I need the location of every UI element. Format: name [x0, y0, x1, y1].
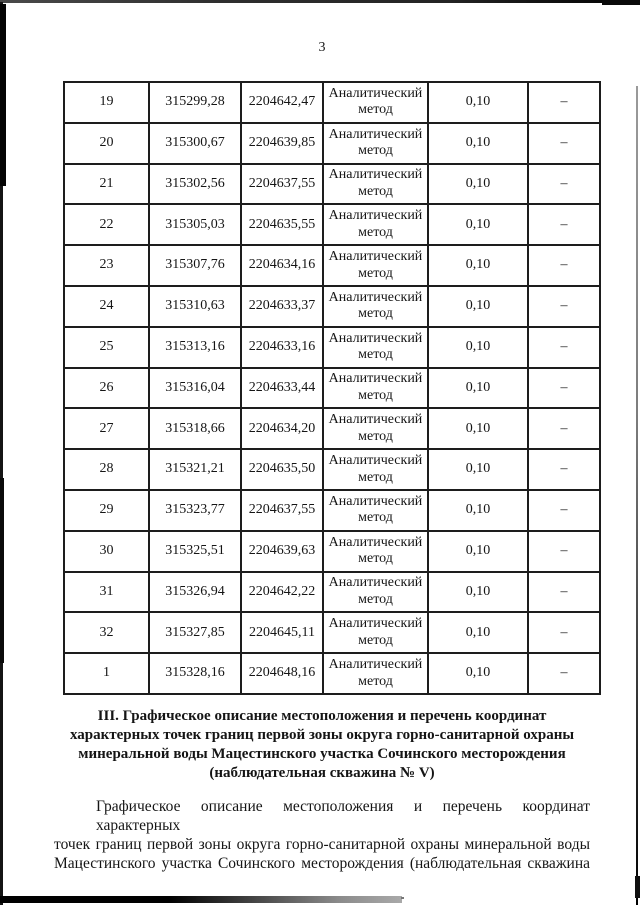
table-cell-method: Аналитический метод	[323, 82, 428, 123]
table-cell-point: 22	[64, 204, 149, 245]
table-cell-note: –	[528, 327, 600, 368]
paragraph-line: Графическое описание местоположения и перечень координат характерных	[96, 798, 590, 834]
table-cell-x: 315327,85	[149, 612, 241, 653]
table-cell-y: 2204637,55	[241, 164, 323, 205]
table-cell-x: 315299,28	[149, 82, 241, 123]
table-row	[64, 449, 600, 490]
table-cell-precision: 0,10	[428, 245, 528, 286]
scan-edge-right-bottom	[635, 876, 640, 898]
table-cell-note: –	[528, 245, 600, 286]
table-cell-note: –	[528, 408, 600, 449]
table-cell-method: Аналитический метод	[323, 531, 428, 572]
table-cell-y: 2204633,16	[241, 327, 323, 368]
heading-line: III. Графическое описание местоположения и перечень координат	[97, 708, 547, 724]
table-cell-y: 2204637,55	[241, 490, 323, 531]
table-cell-precision: 0,10	[428, 449, 528, 490]
table-row	[64, 490, 600, 531]
table-cell-method: Аналитический метод	[323, 449, 428, 490]
table-row	[64, 286, 600, 327]
table-cell-x: 315328,16	[149, 653, 241, 694]
table-cell-point: 26	[64, 368, 149, 409]
scan-edge-right	[636, 86, 638, 905]
heading-line: (наблюдательная скважина № V)	[209, 765, 435, 781]
table-cell-point: 32	[64, 612, 149, 653]
table-cell-precision: 0,10	[428, 531, 528, 572]
table-cell-method: Аналитический метод	[323, 286, 428, 327]
table-cell-note: –	[528, 164, 600, 205]
body-paragraph	[54, 797, 590, 873]
table-row	[64, 612, 600, 653]
table-cell-x: 315307,76	[149, 245, 241, 286]
table-cell-point: 25	[64, 327, 149, 368]
table-cell-y: 2204642,47	[241, 82, 323, 123]
scan-speck	[401, 897, 404, 899]
coordinates-table-body	[64, 82, 600, 694]
table-cell-method: Аналитический метод	[323, 490, 428, 531]
table-cell-x: 315305,03	[149, 204, 241, 245]
table-row	[64, 531, 600, 572]
table-cell-note: –	[528, 368, 600, 409]
table-row	[64, 368, 600, 409]
table-row	[64, 164, 600, 205]
table-cell-point: 20	[64, 123, 149, 164]
table-cell-y: 2204633,37	[241, 286, 323, 327]
table-cell-precision: 0,10	[428, 612, 528, 653]
table-cell-note: –	[528, 82, 600, 123]
table-cell-point: 29	[64, 490, 149, 531]
table-cell-precision: 0,10	[428, 572, 528, 613]
table-row	[64, 408, 600, 449]
table-row	[64, 123, 600, 164]
table-cell-precision: 0,10	[428, 653, 528, 694]
table-row	[64, 82, 600, 123]
coordinates-table	[63, 81, 601, 695]
section-heading	[54, 707, 590, 783]
table-cell-precision: 0,10	[428, 82, 528, 123]
table-cell-x: 315302,56	[149, 164, 241, 205]
scan-edge-top-right	[602, 0, 640, 5]
table-cell-point: 19	[64, 82, 149, 123]
table-cell-y: 2204648,16	[241, 653, 323, 694]
scan-edge-left-thick	[0, 4, 6, 186]
table-cell-x: 315325,51	[149, 531, 241, 572]
table-row	[64, 327, 600, 368]
table-cell-point: 28	[64, 449, 149, 490]
table-cell-precision: 0,10	[428, 368, 528, 409]
table-cell-precision: 0,10	[428, 164, 528, 205]
scan-edge-top	[0, 0, 640, 3]
table-row	[64, 572, 600, 613]
table-cell-method: Аналитический метод	[323, 408, 428, 449]
table-cell-note: –	[528, 531, 600, 572]
table-cell-point: 23	[64, 245, 149, 286]
table-cell-y: 2204639,63	[241, 531, 323, 572]
table-cell-x: 315323,77	[149, 490, 241, 531]
table-cell-note: –	[528, 572, 600, 613]
heading-line: характерных точек границ первой зоны округа горно-санитарной охраны	[69, 727, 575, 743]
table-row	[64, 204, 600, 245]
table-cell-method: Аналитический метод	[323, 123, 428, 164]
table-row	[64, 245, 600, 286]
table-cell-method: Аналитический метод	[323, 612, 428, 653]
table-cell-method: Аналитический метод	[323, 572, 428, 613]
table-cell-note: –	[528, 123, 600, 164]
table-row	[64, 653, 600, 694]
table-cell-y: 2204642,22	[241, 572, 323, 613]
table-cell-x: 315318,66	[149, 408, 241, 449]
table-cell-x: 315316,04	[149, 368, 241, 409]
table-cell-y: 2204633,44	[241, 368, 323, 409]
table-cell-precision: 0,10	[428, 490, 528, 531]
scan-edge-left-mid	[0, 478, 4, 663]
table-cell-x: 315321,21	[149, 449, 241, 490]
table-cell-point: 1	[64, 653, 149, 694]
table-cell-method: Аналитический метод	[323, 245, 428, 286]
table-cell-note: –	[528, 490, 600, 531]
table-cell-method: Аналитический метод	[323, 327, 428, 368]
scan-edge-bottom	[0, 896, 402, 903]
table-cell-note: –	[528, 286, 600, 327]
table-cell-point: 31	[64, 572, 149, 613]
table-cell-precision: 0,10	[428, 327, 528, 368]
table-cell-precision: 0,10	[428, 286, 528, 327]
table-cell-y: 2204635,50	[241, 449, 323, 490]
table-cell-x: 315313,16	[149, 327, 241, 368]
table-cell-method: Аналитический метод	[323, 164, 428, 205]
table-cell-y: 2204645,11	[241, 612, 323, 653]
table-cell-point: 27	[64, 408, 149, 449]
table-cell-note: –	[528, 449, 600, 490]
table-cell-note: –	[528, 653, 600, 694]
table-cell-point: 30	[64, 531, 149, 572]
paragraph-line: Мацестинского участка Сочинского месторождения (наблюдательная скважина	[54, 855, 590, 872]
table-cell-y: 2204634,16	[241, 245, 323, 286]
page-number: 3	[318, 40, 326, 55]
heading-line: минеральной воды Мацестинского участка Сочинского месторождения	[78, 746, 566, 762]
table-cell-note: –	[528, 612, 600, 653]
table-cell-method: Аналитический метод	[323, 368, 428, 409]
table-cell-method: Аналитический метод	[323, 653, 428, 694]
table-cell-y: 2204634,20	[241, 408, 323, 449]
table-cell-y: 2204639,85	[241, 123, 323, 164]
table-cell-point: 21	[64, 164, 149, 205]
table-cell-precision: 0,10	[428, 204, 528, 245]
table-cell-precision: 0,10	[428, 408, 528, 449]
table-cell-x: 315326,94	[149, 572, 241, 613]
table-cell-x: 315310,63	[149, 286, 241, 327]
table-cell-precision: 0,10	[428, 123, 528, 164]
table-cell-note: –	[528, 204, 600, 245]
table-cell-x: 315300,67	[149, 123, 241, 164]
paragraph-line: точек границ первой зоны округа горно-санитарной охраны минеральной воды	[54, 836, 590, 853]
table-cell-point: 24	[64, 286, 149, 327]
table-cell-method: Аналитический метод	[323, 204, 428, 245]
table-cell-y: 2204635,55	[241, 204, 323, 245]
